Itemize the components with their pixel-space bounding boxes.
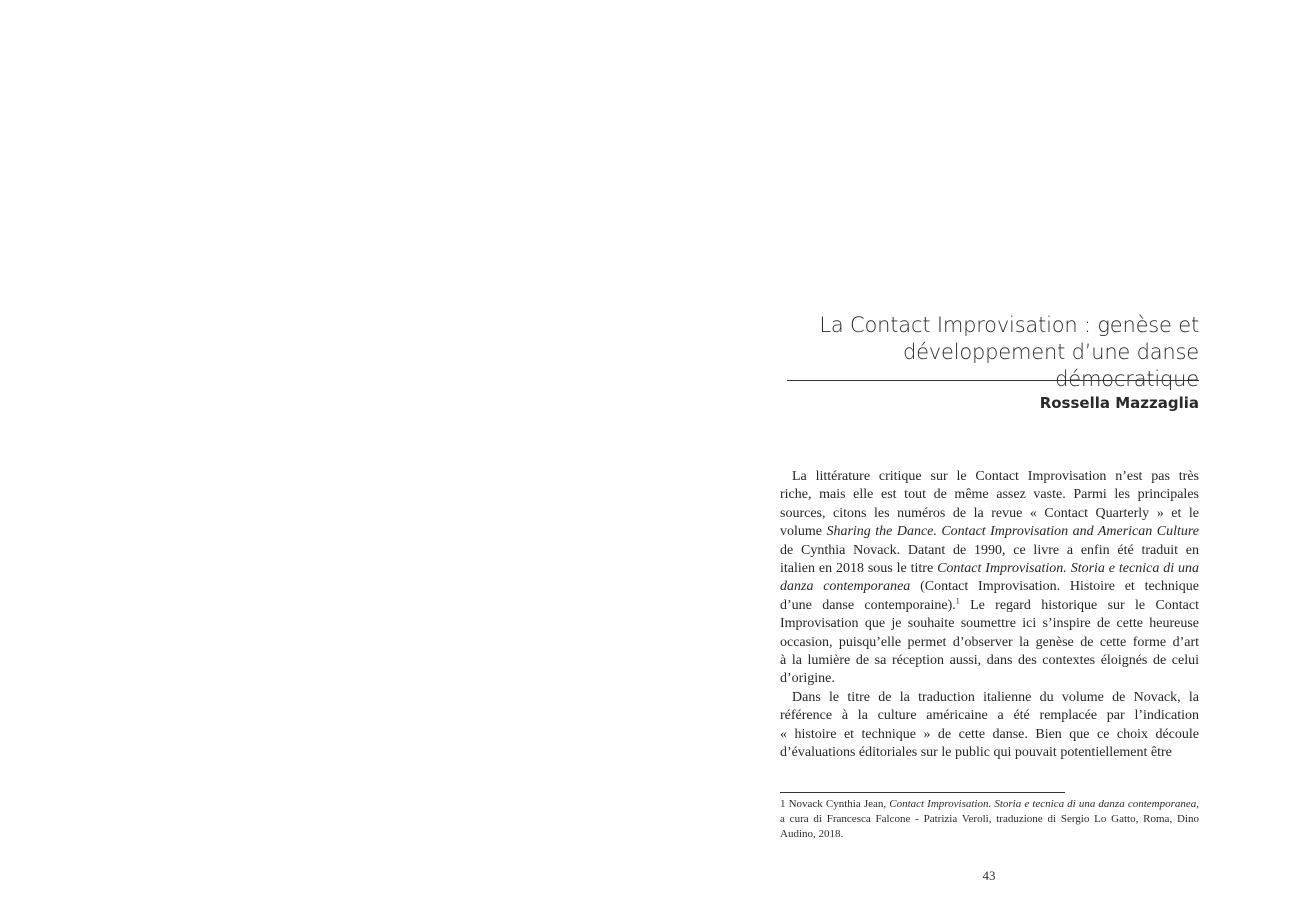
paragraph-2 — [780, 689, 1199, 763]
paragraph-1-line: à la lumière de sa réception aussi, dans des contextes éloignés de celui — [780, 653, 1199, 669]
paragraph-1-line: volume Sharing the Dance. Contact Improvisation and American Culture — [780, 524, 1199, 540]
paragraph-1-line: Improvisation que je souhaite soumettre ici s’inspire de cette heureuse — [780, 616, 1199, 632]
title-divider — [787, 380, 1199, 381]
footnote-reference[interactable]: 1 — [955, 596, 960, 606]
italic-title: Contact Improvisation. Storia e tecnica di una — [937, 561, 1199, 577]
paragraph-1 — [780, 468, 1199, 689]
chapter-title-line-1: La Contact Improvisation : genèse et — [819, 313, 1199, 337]
paragraph-1-line: La littérature critique sur le Contact Improvisation n’est pas très — [792, 469, 1199, 484]
italic-title: Contact Improvisation. Storia e tecnica di una danza contemporanea — [889, 798, 1197, 810]
paragraph-1-line: danza contemporanea (Contact Improvisation. Histoire et technique — [780, 579, 1199, 595]
author-name: Rossella Mazzaglia — [1039, 394, 1199, 412]
paragraph-1-line: de Cynthia Novack. Datant de 1990, ce livre a enfin été traduit en — [780, 542, 1199, 558]
footnote-line: Audino, 2018. — [780, 828, 844, 840]
paragraph-1-line: d’une danse contemporaine).$^1$ Le regard historique sur le Contact — [780, 596, 1199, 613]
footnote-line: a cura di Francesca Falcone - Patrizia Veroli, traduzione di Sergio Lo Gatto, Roma, Dino — [780, 813, 1199, 825]
paragraph-1-line: d’origine. — [780, 671, 835, 687]
paragraph-2-line: d’évaluations éditoriales sur le public qui pouvait potentiellement être — [780, 745, 1172, 761]
footnote-1 — [780, 797, 1199, 842]
paragraph-2-line: Dans le titre de la traduction italienne du volume de Novack, la — [792, 689, 1199, 705]
body-text — [780, 468, 1199, 763]
chapter-title-line-2: développement d’une danse démocratique — [902, 340, 1199, 391]
paragraph-1-line: occasion, puisqu’elle permet d’observer la genèse de cette forme d’art — [780, 634, 1199, 650]
italic-title: Sharing the Dance. Contact Improvisation and American Culture — [826, 524, 1199, 540]
paragraph-2-line: référence à la culture américaine a été remplacée par l’indication — [780, 708, 1199, 724]
footnote-line: 1 Novack Cynthia Jean, Contact Improvisation. Storia e tecnica di una danza contemporanea, — [780, 798, 1199, 810]
paragraph-1-line: italien en 2018 sous le titre Contact Improvisation. Storia e tecnica di una — [780, 561, 1199, 577]
paragraph-1-line: riche, mais elle est tout de même assez vaste. Parmi les principales — [780, 487, 1199, 503]
right-page — [646, 0, 1293, 913]
italic-title: danza contemporanea — [780, 579, 911, 595]
paragraph-2-line: « histoire et technique » de cette danse. Bien que ce choix découle — [780, 726, 1199, 742]
paragraph-1-line: sources, citons les numéros de la revue « Contact Quarterly » et le — [780, 505, 1199, 521]
left-page-blank — [0, 0, 646, 913]
footnote-divider — [780, 792, 1065, 793]
page-number: 43 — [982, 868, 996, 883]
